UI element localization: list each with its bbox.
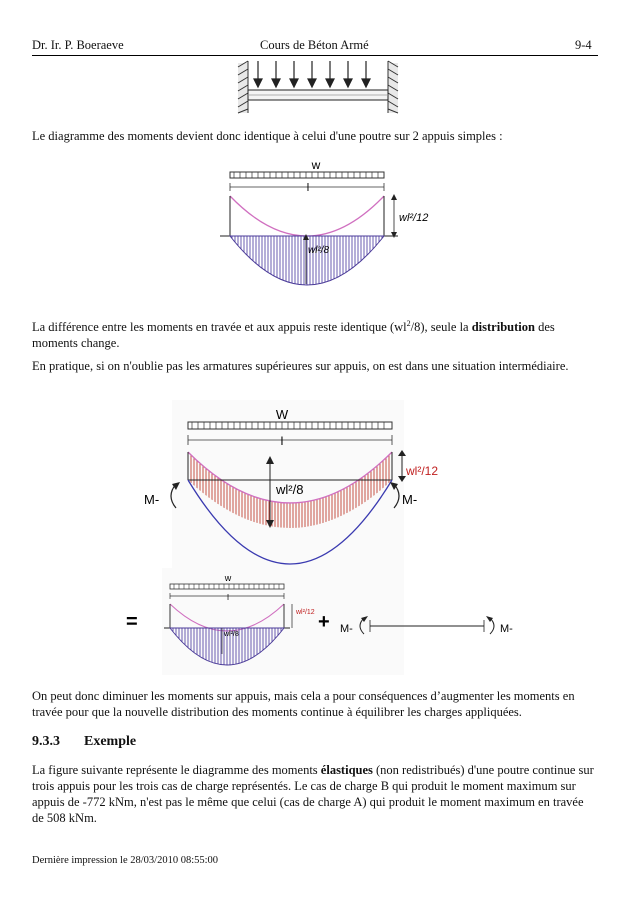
fig3-midspan-label: wl²/8 bbox=[276, 482, 304, 497]
header-page-number: 9-4 bbox=[575, 38, 592, 52]
plus-sign: + bbox=[318, 611, 330, 633]
fig3-m-left2-label: M- bbox=[340, 623, 353, 635]
paragraph-difference bbox=[32, 316, 598, 351]
support-moment-label: wl²/12 bbox=[399, 212, 429, 224]
fig3-support-label: wl²/12 bbox=[406, 464, 439, 478]
p2-bold-distribution: distribution bbox=[471, 320, 535, 335]
p2-text-3: des moments change. bbox=[32, 320, 555, 351]
midspan-moment-label: wl²/8 bbox=[308, 245, 330, 256]
header-author: Dr. Ir. P. Boeraeve bbox=[32, 38, 124, 52]
paragraph-example-description bbox=[32, 762, 598, 826]
p2-superscript: 2 bbox=[406, 319, 411, 328]
header-title: Cours de Béton Armé bbox=[260, 38, 369, 52]
fig3-m-right-label: M- bbox=[402, 492, 418, 507]
p2-text-1: La différence entre les moments en travée et aux appuis reste identique (wl bbox=[32, 320, 407, 335]
simple-support-moment-figure bbox=[216, 158, 429, 298]
section-number: 9.3.3 bbox=[32, 734, 60, 749]
p2-text-2: /8), seule la bbox=[410, 320, 472, 335]
header-rule bbox=[32, 55, 598, 56]
span-l-label: l bbox=[306, 182, 310, 194]
p5-text-2: (non redistribués) d'une poutre continue sur trois appuis pour les trois cas de charge représentés. Le cas de charge B qui produit le moment maximum sur appuis de -772 kNm, n'est pas le même que celui (cas de charge A) qui produit le moment maximum en travée de 508 kNm. bbox=[32, 763, 594, 825]
footer-print-date: Dernière impression le 28/03/2010 08:55:00 bbox=[32, 855, 219, 866]
small-span-l-label: l bbox=[227, 593, 229, 602]
fig3-m-right2-label: M- bbox=[500, 623, 513, 635]
small-load-w-label: w bbox=[224, 573, 232, 583]
fig3-m-left-label: M- bbox=[144, 492, 160, 507]
load-w-label: w bbox=[311, 158, 321, 172]
p5-text-1: La figure suivante représente le diagramme des moments bbox=[32, 763, 321, 777]
paragraph-in-practice: En pratique, si on n'oublie pas les armatures supérieures sur appuis, on est dans une situation intermédiaire. bbox=[32, 359, 569, 373]
redistribution-figure bbox=[112, 400, 532, 675]
section-title: Exemple bbox=[84, 734, 137, 749]
fig3-span-l-label: l bbox=[280, 434, 284, 448]
paragraph-moment-diagram: Le diagramme des moments devient donc identique à celui d'une poutre sur 2 appuis simples : bbox=[32, 129, 503, 143]
section-heading bbox=[32, 734, 136, 750]
p5-bold-elastic: élastiques bbox=[320, 763, 373, 777]
fig3-load-w-label: W bbox=[275, 407, 289, 422]
fixed-beam-figure bbox=[232, 57, 404, 115]
small-midspan-label: wl²/8 bbox=[224, 631, 239, 638]
small-support-label: wl²/12 bbox=[296, 609, 315, 616]
paragraph-reduce-moments: On peut donc diminuer les moments sur appuis, mais cela a pour conséquences d’augmenter les moments en travée pour que la nouvelle distribution des moments continue à équilibrer les charges appliquées. bbox=[32, 689, 575, 719]
equals-sign: = bbox=[126, 611, 138, 633]
